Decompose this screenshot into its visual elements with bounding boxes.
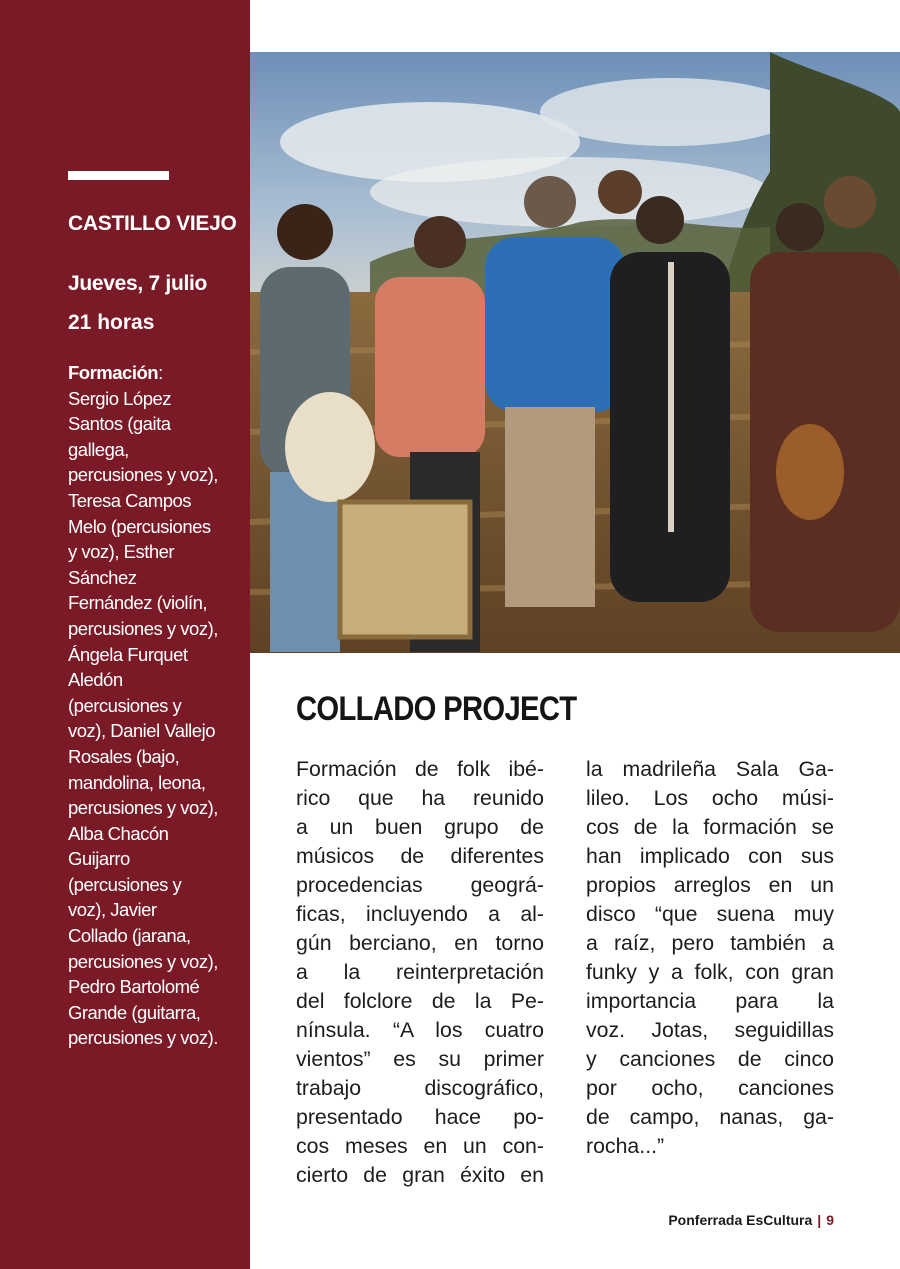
text-line: han implicado con sus	[586, 844, 834, 868]
text-line: presentado hace po-	[296, 1105, 544, 1129]
text-line: gún berciano, en torno	[296, 931, 544, 955]
text-line: a raíz, pero también a	[586, 931, 834, 955]
text-line: trabajo discográfico,	[296, 1076, 544, 1100]
text-line: cos de la formación se	[586, 815, 834, 839]
formation-colon: :	[158, 362, 163, 383]
text-line: Formación de folk ibé-	[296, 757, 544, 781]
sidebar-divider	[68, 171, 169, 180]
text-line: cierto de gran éxito en	[296, 1163, 544, 1187]
text-line: propios arreglos en un	[586, 873, 834, 897]
page-number: 9	[826, 1212, 834, 1228]
text-line: rico que ha reunido	[296, 786, 544, 810]
text-line: lileo. Los ocho músi-	[586, 786, 834, 810]
text-line: por ocho, canciones	[586, 1076, 834, 1100]
text-line: ficas, incluyendo a al-	[296, 902, 544, 926]
cloud	[540, 78, 800, 146]
text-line: funky y a folk, con gran	[586, 960, 834, 984]
text-line: cos meses en un con-	[296, 1134, 544, 1158]
footer-separator: |	[817, 1212, 822, 1228]
event-time: 21 horas	[68, 311, 155, 334]
text-line: a un buen grupo de	[296, 815, 544, 839]
text-line: disco “que suena muy	[586, 902, 834, 926]
article-column-2	[586, 755, 834, 1161]
venue-name: CASTILLO VIEJO	[68, 212, 237, 235]
formation-label: Formación	[68, 362, 159, 383]
text-line: músicos de diferentes	[296, 844, 544, 868]
text-line: y canciones de cinco	[586, 1047, 834, 1071]
formation-block	[68, 360, 218, 1051]
text-line: vientos” es su primer	[296, 1047, 544, 1071]
text-line: de campo, nanas, ga-	[586, 1105, 834, 1129]
text-line: nínsula. “A los cuatro	[296, 1018, 544, 1042]
text-line: a la reinterpretación	[296, 960, 544, 984]
text-line: rocha...”	[586, 1134, 665, 1158]
sidebar-panel	[0, 0, 250, 1269]
text-line: del folclore de la Pe-	[296, 989, 544, 1013]
article-column-1	[296, 755, 544, 1190]
band-photo	[250, 52, 900, 653]
publication-name: Ponferrada EsCultura	[668, 1212, 813, 1228]
text-line: procedencias geográ-	[296, 873, 544, 897]
text-line: importancia para la	[586, 989, 834, 1013]
text-line: voz. Jotas, seguidillas	[586, 1018, 834, 1042]
formation-text: Sergio López Santos (gaita gallega, percusiones y voz), Teresa Campos Melo (percusiones y voz), Esther Sánchez Fernández (violín, percusiones y voz), Ángela Furquet Aledón (percusiones y voz), Daniel Vallejo Rosales (bajo, mandolina, leona, percusiones y voz), Alba Chacón Guijarro (percusiones y voz), Javier Collado (jarana, percusiones y voz), Pedro Bartolomé Grande (guitarra, percusiones y voz).	[68, 387, 218, 1049]
page-footer	[668, 1212, 834, 1228]
event-date: Jueves, 7 julio	[68, 272, 208, 295]
article-title: COLLADO PROJECT	[296, 690, 577, 728]
text-line: la madrileña Sala Ga-	[586, 757, 834, 781]
